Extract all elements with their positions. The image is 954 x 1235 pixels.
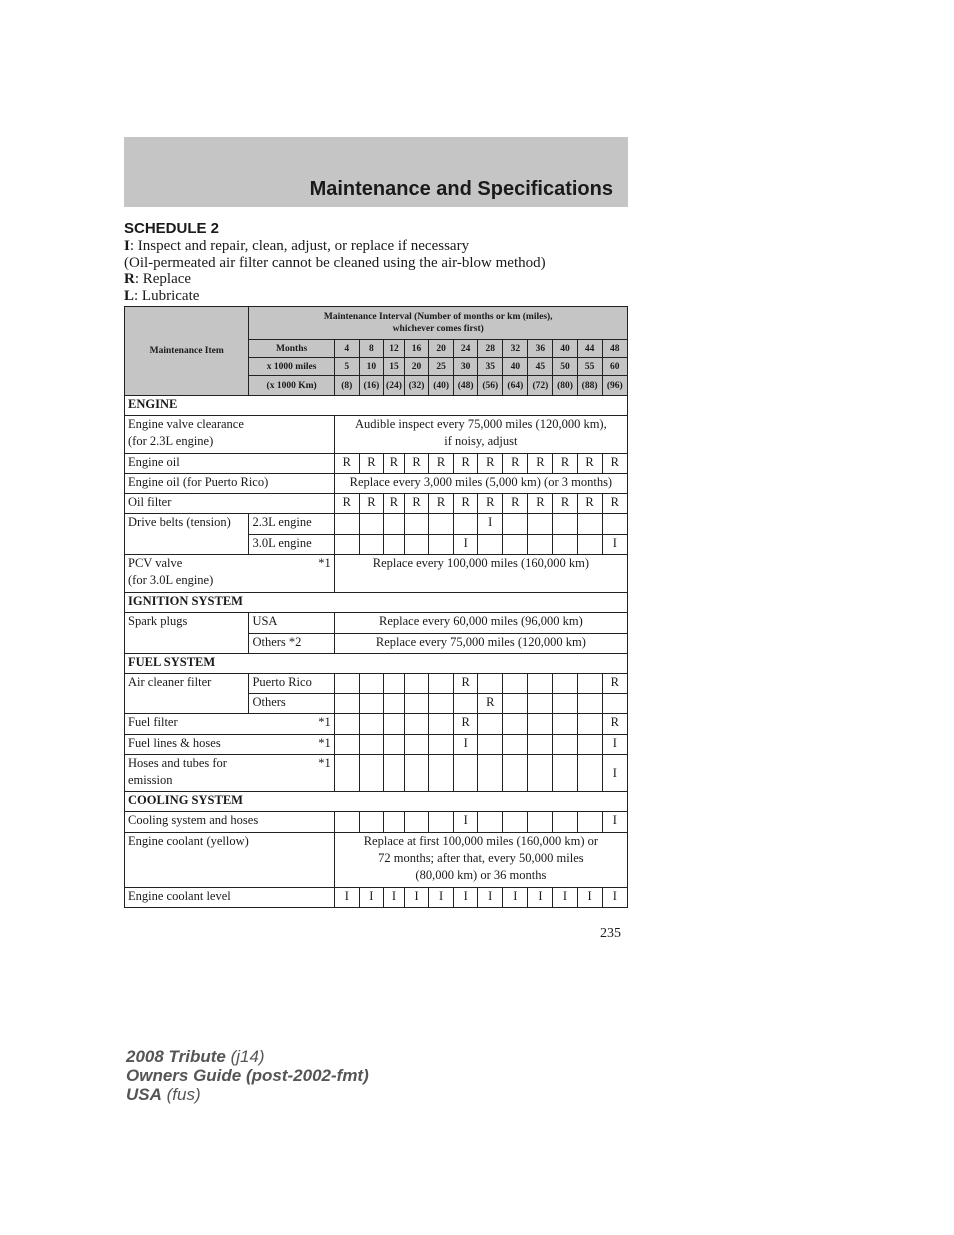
interval-mark-cell (528, 812, 553, 833)
interval-mark-cell (553, 535, 577, 555)
interval-mark-cell: R (602, 494, 627, 514)
interval-text-line: Audible inspect every 75,000 miles (120,000 km), (355, 417, 607, 431)
interval-mark-cell (503, 514, 528, 535)
interval-mark-cell (553, 812, 577, 833)
interval-cell: (80) (553, 376, 577, 396)
document-footer (126, 1047, 369, 1104)
interval-mark-cell (404, 535, 428, 555)
interval-cell: 35 (478, 358, 503, 376)
interval-mark-cell (553, 755, 577, 792)
interval-mark-cell (553, 674, 577, 694)
interval-mark-cell (334, 714, 359, 735)
interval-mark-cell (553, 735, 577, 755)
interval-cell: 5 (334, 358, 359, 376)
legend-inspect (124, 238, 644, 255)
section-engine: ENGINE (125, 396, 628, 416)
legend-lubricate (124, 288, 644, 305)
interval-cell: 40 (553, 340, 577, 358)
sub-item-label: USA (249, 613, 334, 634)
interval-mark-cell (334, 674, 359, 694)
interval-mark-cell: R (404, 454, 428, 474)
interval-mark-cell (383, 514, 404, 535)
table-row (125, 474, 628, 494)
interval-text: Replace every 100,000 miles (160,000 km) (334, 555, 627, 593)
interval-mark-cell: R (478, 454, 503, 474)
interval-mark-cell: I (429, 888, 454, 908)
interval-mark-cell: I (602, 888, 627, 908)
interval-mark-cell (577, 514, 602, 535)
item-name-sub: (for 3.0L engine) (128, 573, 214, 587)
interval-cell: 15 (383, 358, 404, 376)
interval-cell: 40 (503, 358, 528, 376)
interval-mark-cell: I (454, 812, 478, 833)
interval-mark-cell (528, 755, 553, 792)
interval-cell: 28 (478, 340, 503, 358)
footer-market: USA (126, 1085, 162, 1104)
interval-mark-cell (334, 535, 359, 555)
interval-mark-cell: I (454, 535, 478, 555)
interval-text: Replace every 75,000 miles (120,000 km) (334, 634, 627, 654)
item-emission-hoses (125, 755, 335, 792)
interval-cell: (72) (528, 376, 553, 396)
interval-mark-cell (577, 812, 602, 833)
interval-mark-cell (429, 694, 454, 714)
interval-cell: 20 (429, 340, 454, 358)
interval-mark-cell (503, 674, 528, 694)
table-row (125, 735, 628, 755)
interval-mark-cell (429, 514, 454, 535)
interval-mark-cell: R (528, 454, 553, 474)
interval-text: Replace every 60,000 miles (96,000 km) (334, 613, 627, 634)
item-engine-coolant: Engine coolant (yellow) (125, 833, 335, 888)
interval-mark-cell: R (454, 494, 478, 514)
interval-mark-cell (334, 755, 359, 792)
footnote-ref: *1 (318, 715, 331, 729)
footnote-ref: *1 (318, 556, 331, 570)
interval-mark-cell (528, 535, 553, 555)
legend-replace (124, 271, 644, 288)
item-name-sub: (for 2.3L engine) (128, 434, 214, 448)
interval-mark-cell (528, 514, 553, 535)
interval-mark-cell (383, 735, 404, 755)
interval-cell: 55 (577, 358, 602, 376)
table-row (125, 514, 628, 535)
interval-mark-cell: I (528, 888, 553, 908)
interval-mark-cell (478, 674, 503, 694)
page-title: Maintenance and Specifications (309, 178, 613, 200)
section-cooling: COOLING SYSTEM (125, 792, 628, 812)
interval-mark-cell: R (503, 494, 528, 514)
maintenance-schedule-table (124, 306, 628, 908)
interval-mark-cell: R (577, 494, 602, 514)
interval-mark-cell (503, 755, 528, 792)
interval-mark-cell: R (602, 674, 627, 694)
interval-mark-cell (454, 694, 478, 714)
interval-cell: (64) (503, 376, 528, 396)
interval-mark-cell (359, 755, 383, 792)
interval-mark-cell (577, 674, 602, 694)
interval-mark-cell (359, 514, 383, 535)
interval-mark-cell (503, 812, 528, 833)
interval-mark-cell (359, 694, 383, 714)
interval-mark-cell (334, 694, 359, 714)
interval-mark-cell: I (478, 514, 503, 535)
interval-cell: 32 (503, 340, 528, 358)
interval-mark-cell: I (454, 735, 478, 755)
interval-mark-cell (334, 735, 359, 755)
interval-mark-cell (429, 535, 454, 555)
item-name: Fuel filter (128, 715, 178, 729)
page-number: 235 (600, 926, 621, 941)
sub-item-label: Others *2 (249, 634, 334, 654)
item-cooling-system-hoses: Cooling system and hoses (125, 812, 335, 833)
interval-cell: 20 (404, 358, 428, 376)
table-row (125, 714, 628, 735)
interval-cell: 12 (383, 340, 404, 358)
interval-mark-cell (553, 714, 577, 735)
interval-text-line: Replace at first 100,000 miles (160,000 km) or (363, 834, 599, 848)
interval-mark-cell (404, 714, 428, 735)
item-pcv-valve (125, 555, 335, 593)
interval-cell: (32) (404, 376, 428, 396)
interval-mark-cell: R (553, 454, 577, 474)
item-engine-oil-puerto-rico: Engine oil (for Puerto Rico) (125, 474, 335, 494)
table-row (125, 812, 628, 833)
interval-text-line: (80,000 km) or 36 months (415, 868, 547, 882)
table-row (125, 555, 628, 593)
maintenance-item-header: Maintenance Item (125, 307, 249, 396)
legend-lubricate-text: : Lubricate (134, 287, 200, 304)
section-fuel: FUEL SYSTEM (125, 654, 628, 674)
interval-mark-cell (404, 812, 428, 833)
footer-model: 2008 Tribute (126, 1047, 226, 1066)
interval-cell: 10 (359, 358, 383, 376)
interval-mark-cell (429, 812, 454, 833)
item-engine-oil: Engine oil (125, 454, 335, 474)
interval-mark-cell (429, 755, 454, 792)
interval-cell: 30 (454, 358, 478, 376)
interval-mark-cell: R (383, 454, 404, 474)
interval-mark-cell (429, 735, 454, 755)
footer-guide: Owners Guide (post-2002-fmt) (126, 1066, 369, 1085)
interval-mark-cell: R (577, 454, 602, 474)
interval-mark-cell: R (478, 494, 503, 514)
legend-inspect-key: I (124, 238, 130, 254)
interval-mark-cell (553, 514, 577, 535)
interval-mark-cell: R (454, 674, 478, 694)
section-ignition: IGNITION SYSTEM (125, 593, 628, 613)
interval-mark-cell: R (553, 494, 577, 514)
interval-cell: 36 (528, 340, 553, 358)
item-fuel-lines (125, 735, 335, 755)
interval-cell: 48 (602, 340, 627, 358)
interval-mark-cell (429, 674, 454, 694)
interval-cell: 44 (577, 340, 602, 358)
interval-mark-cell (528, 735, 553, 755)
interval-mark-cell (404, 514, 428, 535)
item-oil-filter: Oil filter (125, 494, 335, 514)
footnote-ref: *1 (318, 756, 331, 770)
interval-text-line: 72 months; after that, every 50,000 miles (378, 851, 584, 865)
item-name: Engine valve clearance (128, 417, 244, 431)
interval-mark-cell (577, 735, 602, 755)
interval-text: Replace every 3,000 miles (5,000 km) (or 3 months) (334, 474, 627, 494)
legend-inspect-text: : Inspect and repair, clean, adjust, or replace if necessary (129, 238, 470, 254)
item-drive-belts: Drive belts (tension) (125, 514, 249, 555)
table-row (125, 674, 628, 694)
interval-cell: 45 (528, 358, 553, 376)
interval-cell: 60 (602, 358, 627, 376)
interval-mark-cell (577, 535, 602, 555)
miles-label: x 1000 miles (249, 358, 334, 376)
interval-header (249, 307, 628, 340)
interval-cell: (16) (359, 376, 383, 396)
header-band (124, 137, 628, 207)
interval-mark-cell: R (404, 494, 428, 514)
legend (124, 220, 644, 304)
interval-cell: (96) (602, 376, 627, 396)
interval-mark-cell (404, 755, 428, 792)
interval-mark-cell (359, 535, 383, 555)
legend-replace-key: R (124, 271, 135, 287)
interval-mark-cell (359, 674, 383, 694)
interval-cell: (88) (577, 376, 602, 396)
table-row (125, 755, 628, 792)
schedule-heading: SCHEDULE 2 (124, 220, 220, 237)
interval-text (334, 416, 627, 454)
legend-replace-text: : Replace (134, 271, 192, 287)
interval-mark-cell (577, 714, 602, 735)
sub-item-label: 2.3L engine (249, 514, 334, 535)
legend-lubricate-key: L (124, 287, 135, 304)
table-row (125, 833, 628, 888)
interval-mark-cell: R (359, 494, 383, 514)
interval-cell: 50 (553, 358, 577, 376)
item-name: Hoses and tubes for (128, 756, 227, 770)
interval-mark-cell (404, 694, 428, 714)
interval-mark-cell (404, 735, 428, 755)
sub-item-label: 3.0L engine (249, 535, 334, 555)
interval-mark-cell (359, 714, 383, 735)
interval-cell: (24) (383, 376, 404, 396)
interval-mark-cell (503, 714, 528, 735)
interval-cell: (8) (334, 376, 359, 396)
interval-mark-cell: R (429, 454, 454, 474)
interval-mark-cell: I (602, 755, 627, 792)
interval-mark-cell (528, 694, 553, 714)
interval-mark-cell (602, 694, 627, 714)
interval-mark-cell: I (602, 735, 627, 755)
footer-market-code: (fus) (161, 1085, 201, 1104)
interval-mark-cell: I (478, 888, 503, 908)
sub-item-label: Puerto Rico (249, 674, 334, 694)
item-fuel-filter (125, 714, 335, 735)
interval-mark-cell: R (383, 494, 404, 514)
interval-mark-cell (359, 812, 383, 833)
interval-mark-cell: R (429, 494, 454, 514)
interval-mark-cell: R (602, 454, 627, 474)
item-engine-coolant-level: Engine coolant level (125, 888, 335, 908)
table-row (125, 494, 628, 514)
interval-cell: (40) (429, 376, 454, 396)
interval-cell: 4 (334, 340, 359, 358)
interval-mark-cell (334, 514, 359, 535)
table-row (125, 416, 628, 454)
interval-mark-cell (528, 674, 553, 694)
interval-mark-cell (383, 755, 404, 792)
interval-mark-cell (528, 714, 553, 735)
interval-mark-cell: I (359, 888, 383, 908)
footer-model-code: (j14) (225, 1047, 265, 1066)
interval-mark-cell (503, 535, 528, 555)
interval-mark-cell: I (334, 888, 359, 908)
km-label: (x 1000 Km) (249, 376, 334, 396)
interval-mark-cell: R (528, 494, 553, 514)
item-air-cleaner-filter: Air cleaner filter (125, 674, 249, 714)
interval-mark-cell (334, 812, 359, 833)
interval-mark-cell: R (334, 494, 359, 514)
item-name-sub: emission (128, 773, 173, 787)
interval-mark-cell (478, 535, 503, 555)
interval-mark-cell (478, 812, 503, 833)
table-row (125, 888, 628, 908)
interval-mark-cell (478, 735, 503, 755)
interval-cell: (56) (478, 376, 503, 396)
interval-mark-cell (577, 755, 602, 792)
interval-mark-cell: R (602, 714, 627, 735)
interval-mark-cell: R (454, 454, 478, 474)
interval-text (334, 833, 627, 888)
interval-mark-cell: I (503, 888, 528, 908)
item-spark-plugs: Spark plugs (125, 613, 249, 654)
interval-mark-cell (602, 514, 627, 535)
item-name: Fuel lines & hoses (128, 736, 221, 750)
interval-mark-cell: I (577, 888, 602, 908)
sub-item-label: Others (249, 694, 334, 714)
interval-mark-cell: R (503, 454, 528, 474)
interval-mark-cell: I (602, 812, 627, 833)
interval-mark-cell (454, 755, 478, 792)
interval-mark-cell: R (478, 694, 503, 714)
interval-mark-cell: I (553, 888, 577, 908)
interval-mark-cell (429, 714, 454, 735)
legend-inspect-note: (Oil-permeated air filter cannot be cleaned using the air-blow method) (124, 254, 546, 271)
interval-mark-cell (454, 514, 478, 535)
interval-text-line: if noisy, adjust (444, 434, 518, 448)
interval-mark-cell: I (454, 888, 478, 908)
months-label: Months (249, 340, 334, 358)
interval-mark-cell: R (454, 714, 478, 735)
table-row (125, 613, 628, 634)
interval-header-line1: Maintenance Interval (Number of months or km (miles), (323, 312, 553, 322)
item-name: PCV valve (128, 556, 183, 570)
interval-mark-cell (383, 694, 404, 714)
interval-mark-cell: I (602, 535, 627, 555)
footnote-ref: *1 (318, 736, 331, 750)
interval-mark-cell (478, 755, 503, 792)
interval-mark-cell: R (334, 454, 359, 474)
interval-mark-cell: I (404, 888, 428, 908)
interval-mark-cell (383, 812, 404, 833)
interval-mark-cell (383, 535, 404, 555)
table-row (125, 454, 628, 474)
interval-mark-cell (553, 694, 577, 714)
interval-mark-cell (404, 674, 428, 694)
interval-cell: 8 (359, 340, 383, 358)
interval-cell: 25 (429, 358, 454, 376)
interval-cell: (48) (454, 376, 478, 396)
interval-mark-cell: R (359, 454, 383, 474)
interval-mark-cell: I (383, 888, 404, 908)
interval-cell: 24 (454, 340, 478, 358)
interval-mark-cell (478, 714, 503, 735)
interval-mark-cell (383, 714, 404, 735)
item-engine-valve-clearance (125, 416, 335, 454)
interval-header-line2: whichever comes first) (392, 324, 484, 334)
interval-mark-cell (577, 694, 602, 714)
interval-cell: 16 (404, 340, 428, 358)
interval-mark-cell (383, 674, 404, 694)
interval-mark-cell (503, 694, 528, 714)
interval-mark-cell (503, 735, 528, 755)
interval-mark-cell (359, 735, 383, 755)
